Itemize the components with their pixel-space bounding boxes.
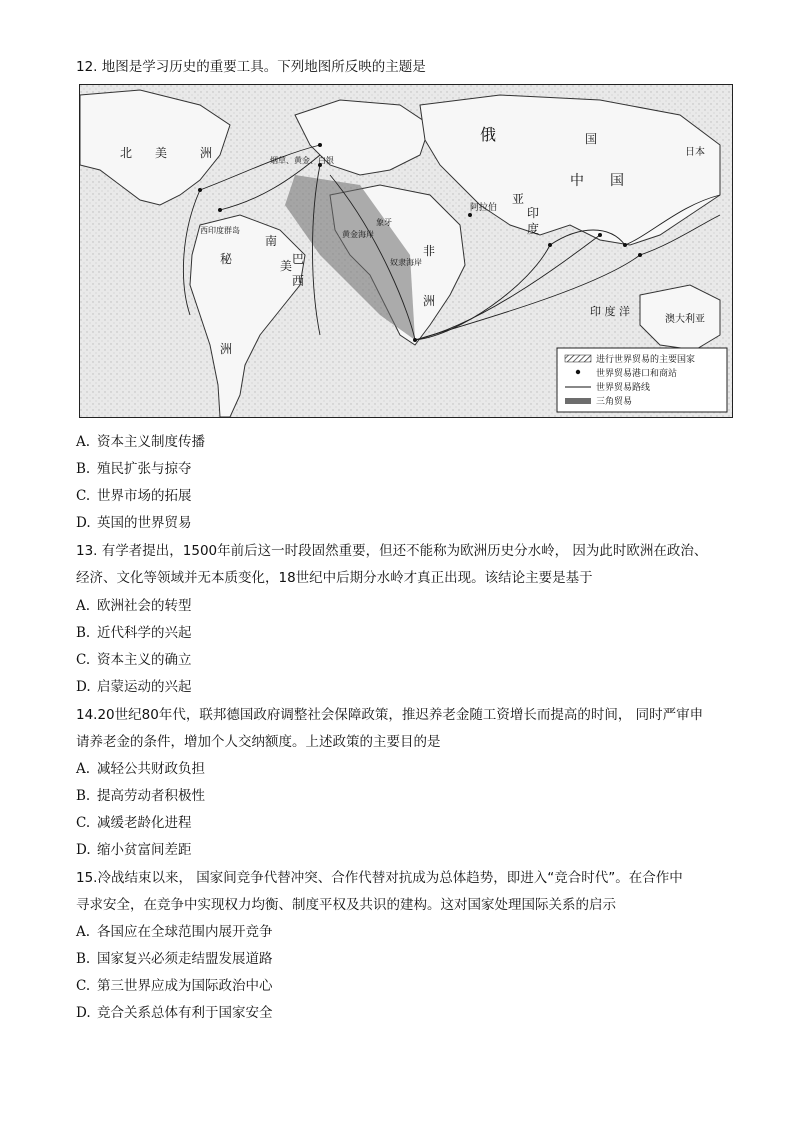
option-text: 减缓老龄化进程 [97, 815, 192, 831]
legend-dot-symbol [576, 370, 580, 374]
label-arabia: 阿拉伯 [470, 203, 498, 213]
label-west-indies: 西印度群岛 [200, 226, 240, 235]
option-key: B. [76, 625, 91, 641]
option-13-d[interactable] [76, 675, 192, 695]
option-text: 提高劳动者积极性 [97, 788, 205, 804]
option-key: C. [76, 488, 91, 504]
label-russia: 俄 [480, 125, 497, 144]
label-brazil-2: 西 [292, 274, 305, 288]
option-12-d[interactable] [76, 511, 192, 531]
label-peru: 秘 [220, 252, 233, 266]
question-14-stem-line-2: 请养老金的条件，增加个人交纳额度。上述政策的主要目的是 [76, 734, 441, 750]
label-china-2: 国 [610, 173, 624, 189]
label-south-america-1: 南 [265, 234, 278, 248]
label-china-1: 中 [570, 173, 584, 189]
label-asia: 亚 [512, 192, 525, 206]
question-12-stem: 12. 地图是学习历史的重要工具。下列地图所反映的主题是 [76, 59, 426, 75]
option-key: B. [76, 461, 91, 477]
option-15-b[interactable] [76, 947, 273, 967]
option-14-c[interactable] [76, 811, 192, 831]
option-13-a[interactable] [76, 594, 192, 614]
option-12-a[interactable] [76, 430, 205, 450]
question-14-stem-line-1: 14.20世纪80年代，联邦德国政府调整社会保障政策，推迟养老金随工资增长而提高的时间， 同时严审申 [76, 707, 704, 723]
option-15-d[interactable] [76, 1001, 273, 1021]
label-brazil-1: 巴 [292, 252, 305, 266]
option-text: 国家复兴必须走结盟发展道路 [97, 951, 273, 967]
option-key: B. [76, 788, 91, 804]
option-key: D. [76, 679, 91, 695]
question-13-stem-line-1: 13. 有学者提出，1500年前后这一时段固然重要，但还不能称为欧洲历史分水岭， 因为此时欧洲在政治、 [76, 543, 708, 559]
option-text: 世界市场的拓展 [97, 488, 192, 504]
label-north-america-3: 洲 [200, 146, 213, 160]
option-14-d[interactable] [76, 838, 192, 858]
legend-label-0: 进行世界贸易的主要国家 [596, 355, 696, 365]
option-text: 启蒙运动的兴起 [97, 679, 192, 695]
world-trade-map [79, 84, 733, 418]
option-15-c[interactable] [76, 974, 273, 994]
option-14-b[interactable] [76, 784, 205, 804]
legend-label-1: 世界贸易港口和商站 [596, 369, 678, 379]
option-key: C. [76, 815, 91, 831]
question-15-stem-line-1: 15.冷战结束以来， 国家间竞争代替冲突、合作代替对抗成为总体趋势，即进入“竞合时代”。在合作中 [76, 870, 683, 886]
option-key: C. [76, 978, 91, 994]
option-text: 减轻公共财政负担 [97, 761, 205, 777]
option-key: A. [76, 434, 91, 450]
legend-label-2: 世界贸易路线 [596, 383, 651, 393]
label-india-2: 度 [527, 222, 540, 236]
option-13-c[interactable] [76, 648, 192, 668]
legend-label-3: 三角贸易 [596, 397, 633, 407]
option-14-a[interactable] [76, 757, 205, 777]
label-japan: 日本 [685, 147, 705, 158]
label-slave-coast: 奴隶海岸 [390, 258, 422, 267]
option-text: 缩小贫富间差距 [97, 842, 192, 858]
map-legend [557, 348, 727, 412]
option-text: 殖民扩张与掠夺 [97, 461, 192, 477]
question-13-stem-line-2: 经济、文化等领域并无本质变化，18世纪中后期分水岭才真正出现。该结论主要是基于 [76, 570, 593, 586]
option-key: B. [76, 951, 91, 967]
option-text: 竞合关系总体有利于国家安全 [97, 1005, 273, 1021]
label-south-america-3: 洲 [220, 342, 233, 356]
option-key: D. [76, 1005, 91, 1021]
label-north-america-1: 北 [120, 146, 133, 160]
label-north-america-2: 美 [155, 146, 168, 160]
option-12-b[interactable] [76, 457, 192, 477]
legend-triangle-symbol [565, 398, 591, 404]
label-indian-ocean: 印 度 洋 [590, 305, 630, 318]
label-australia: 澳大利亚 [665, 314, 705, 325]
question-15-stem-line-2: 寻求安全，在竞争中实现权力均衡、制度平权及共识的建构。这对国家处理国际关系的启示 [76, 897, 616, 913]
label-africa-2: 洲 [423, 294, 436, 308]
option-key: C. [76, 652, 91, 668]
option-text: 欧洲社会的转型 [97, 598, 192, 614]
legend-hatch-symbol [565, 355, 591, 362]
option-key: A. [76, 924, 91, 940]
option-key: D. [76, 842, 91, 858]
option-text: 资本主义的确立 [97, 652, 192, 668]
option-key: D. [76, 515, 91, 531]
option-key: A. [76, 598, 91, 614]
label-india-1: 印 [527, 206, 540, 220]
label-china-top: 国 [585, 132, 598, 146]
option-13-b[interactable] [76, 621, 192, 641]
option-key: A. [76, 761, 91, 777]
option-15-a[interactable] [76, 920, 273, 940]
label-africa-1: 非 [423, 244, 436, 258]
option-text: 各国应在全球范围内展开竞争 [97, 924, 273, 940]
label-south-america-2: 美 [280, 259, 293, 273]
option-text: 资本主义制度传播 [97, 434, 205, 450]
option-text: 近代科学的兴起 [97, 625, 192, 641]
label-ivory: 象牙 [376, 218, 392, 227]
label-gold-coast: 黄金海岸 [342, 230, 374, 239]
label-trade-goods: 烟草、黄金、白银 [270, 156, 334, 165]
option-text: 第三世界应成为国际政治中心 [97, 978, 273, 994]
option-12-c[interactable] [76, 484, 192, 504]
option-text: 英国的世界贸易 [97, 515, 192, 531]
